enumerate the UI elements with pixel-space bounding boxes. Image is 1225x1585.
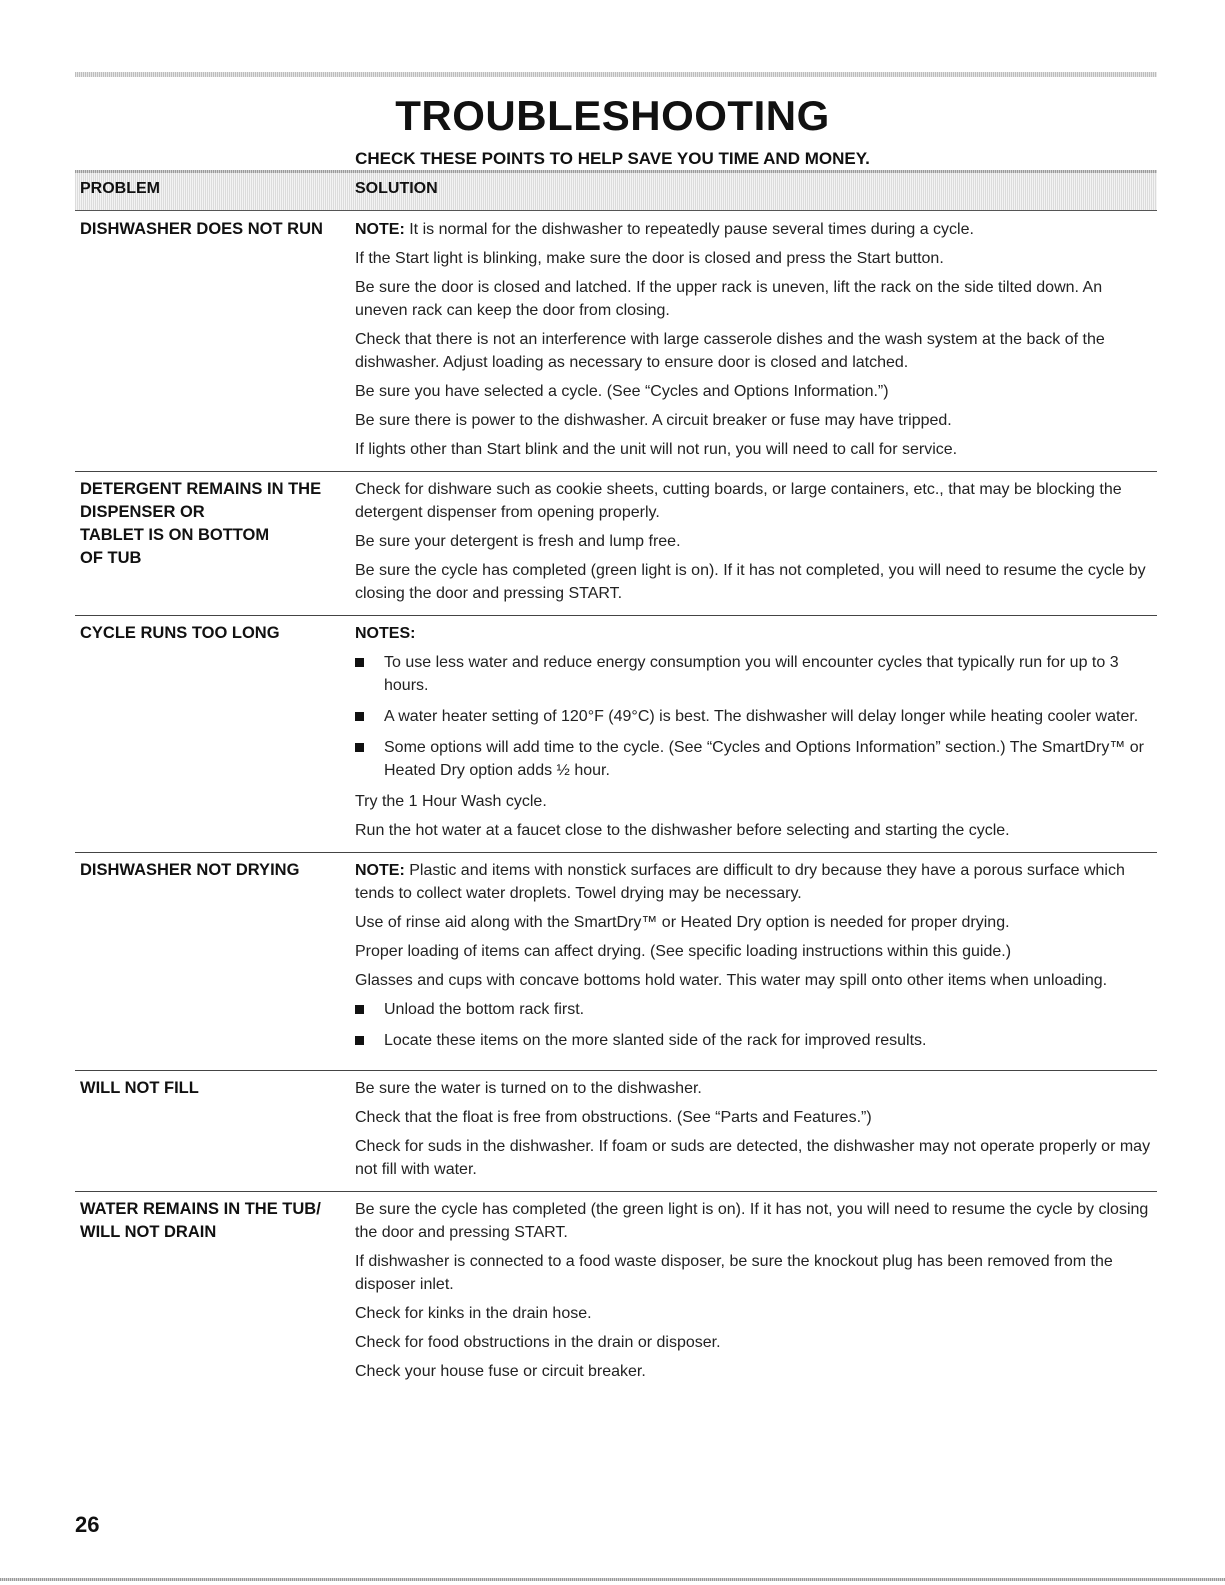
solution-paragraph: Check for suds in the dishwasher. If foam or suds are detected, the dishwasher may not operate properly or may not fill with water. [355, 1138, 1151, 1178]
note-paragraph [355, 218, 1157, 241]
solution-paragraph: Use of rinse aid along with the SmartDry™ or Heated Dry option is needed for proper drying. [355, 914, 1010, 931]
note-text: Plastic and items with nonstick surfaces are difficult to dry because they have a porous surface which tends to collect water droplets. Towel drying may be necessary. [355, 862, 1125, 902]
page-subtitle: CHECK THESE POINTS TO HELP SAVE YOU TIME AND MONEY. [355, 149, 870, 168]
bullet-text: Unload the bottom rack first. [384, 1001, 585, 1018]
table-row [75, 212, 1157, 472]
solution-paragraph: Be sure the cycle has completed (the green light is on). If it has not, you will need to resume the cycle by closing the door and pressing START. [355, 1201, 1149, 1241]
solution-paragraph: Check for food obstructions in the drain or disposer. [355, 1334, 721, 1351]
note-text: It is normal for the dishwasher to repeatedly pause several times during a cycle. [404, 221, 974, 238]
solution-paragraph: If lights other than Start blink and the unit will not run, you will need to call for service. [355, 441, 958, 458]
solution-cell [355, 218, 1157, 461]
solution-paragraph: If dishwasher is connected to a food waste disposer, be sure the knockout plug has been removed from the disposer inlet. [355, 1253, 1113, 1293]
troubleshooting-table [75, 212, 1157, 1393]
solution-cell [355, 622, 1157, 842]
solution-paragraph: Check your house fuse or circuit breaker. [355, 1363, 646, 1380]
top-decorative-rule [75, 72, 1157, 77]
table-row [75, 853, 1157, 1071]
problem-cell [75, 218, 355, 461]
solution-cell [355, 1198, 1157, 1383]
square-bullet-icon [355, 1005, 364, 1014]
solution-paragraph: Check that the float is free from obstructions. (See “Parts and Features.”) [355, 1109, 872, 1126]
table-row [75, 1192, 1157, 1393]
problem-line: WATER REMAINS IN THE TUB/ [80, 1200, 321, 1218]
solution-paragraph: Check for kinks in the drain hose. [355, 1305, 592, 1322]
square-bullet-icon [355, 658, 364, 667]
problem-line: DETERGENT REMAINS IN THE [80, 480, 322, 498]
bullet-text: Locate these items on the more slanted side of the rack for improved results. [384, 1032, 927, 1049]
table-row [75, 1071, 1157, 1192]
problem-cell [75, 478, 355, 605]
bottom-decorative-rule [0, 1578, 1225, 1581]
problem-column-header: PROBLEM [80, 180, 160, 197]
square-bullet-icon [355, 1036, 364, 1045]
problem-cell [75, 1077, 355, 1181]
solution-cell [355, 1077, 1157, 1181]
note-label: NOTE: [355, 221, 405, 238]
bullet-item [355, 736, 1157, 782]
bullet-item [355, 998, 1157, 1021]
square-bullet-icon [355, 743, 364, 752]
solution-paragraph: Be sure you have selected a cycle. (See “Cycles and Options Information.”) [355, 383, 889, 400]
solution-paragraph: Be sure the cycle has completed (green light is on). If it has not completed, you will need to resume the cycle by closing the door and pressing START. [355, 562, 1146, 602]
problem-line: WILL NOT DRAIN [80, 1223, 217, 1241]
problem-line: WILL NOT FILL [80, 1079, 199, 1097]
problem-line: CYCLE RUNS TOO LONG [80, 624, 280, 642]
note-label: NOTES: [355, 625, 416, 642]
solution-paragraph: Be sure your detergent is fresh and lump free. [355, 533, 681, 550]
problem-cell [75, 622, 355, 842]
solution-paragraph: If the Start light is blinking, make sure the door is closed and press the Start button. [355, 250, 944, 267]
bullet-item [355, 705, 1157, 728]
problem-line: DISHWASHER DOES NOT RUN [80, 220, 323, 238]
bullet-text: A water heater setting of 120°F (49°C) is best. The dishwasher will delay longer while heating cooler water. [384, 708, 1139, 725]
problem-cell [75, 859, 355, 1060]
bullet-item [355, 1029, 1157, 1052]
table-header-band [75, 170, 1157, 211]
solution-paragraph: Glasses and cups with concave bottoms hold water. This water may spill onto other items when unloading. [355, 972, 1108, 989]
square-bullet-icon [355, 712, 364, 721]
problem-line: DISPENSER OR [80, 503, 205, 521]
solution-paragraph: Be sure there is power to the dishwasher. A circuit breaker or fuse may have tripped. [355, 412, 952, 429]
bullet-item [355, 651, 1157, 697]
problem-line: DISHWASHER NOT DRYING [80, 861, 300, 879]
solution-paragraph: Check that there is not an interference with large casserole dishes and the wash system at the back of the dishwasher. Adjust loading as necessary to ensure door is closed and latched. [355, 331, 1105, 371]
note-paragraph [355, 622, 1157, 645]
problem-cell [75, 1198, 355, 1383]
solution-paragraph: Proper loading of items can affect drying. (See specific loading instructions within this guide.) [355, 943, 1012, 960]
solution-cell [355, 478, 1157, 605]
solution-cell [355, 859, 1157, 1060]
solution-paragraph: Try the 1 Hour Wash cycle. [355, 793, 547, 810]
bullet-text: Some options will add time to the cycle. (See “Cycles and Options Information” section.) The SmartDry™ or Heated Dry option adds ½ hour. [384, 739, 1145, 779]
problem-line: OF TUB [80, 549, 142, 567]
note-paragraph [355, 859, 1157, 905]
bullet-text: To use less water and reduce energy consumption you will encounter cycles that typically run for up to 3 hours. [384, 654, 1119, 694]
table-row [75, 472, 1157, 616]
page-number: 26 [75, 1512, 100, 1537]
table-row [75, 616, 1157, 853]
solution-paragraph: Check for dishware such as cookie sheets, cutting boards, or large containers, etc., that may be blocking the detergent dispenser from opening properly. [355, 481, 1122, 521]
problem-line: TABLET IS ON BOTTOM [80, 526, 270, 544]
page-title: TROUBLESHOOTING [395, 92, 830, 139]
solution-paragraph: Be sure the water is turned on to the dishwasher. [355, 1080, 702, 1097]
solution-paragraph: Be sure the door is closed and latched. If the upper rack is uneven, lift the rack on the side tilted down. An uneven rack can keep the door from closing. [355, 279, 1103, 319]
note-label: NOTE: [355, 862, 405, 879]
solution-paragraph: Run the hot water at a faucet close to the dishwasher before selecting and starting the cycle. [355, 822, 1010, 839]
solution-column-header: SOLUTION [355, 180, 438, 197]
